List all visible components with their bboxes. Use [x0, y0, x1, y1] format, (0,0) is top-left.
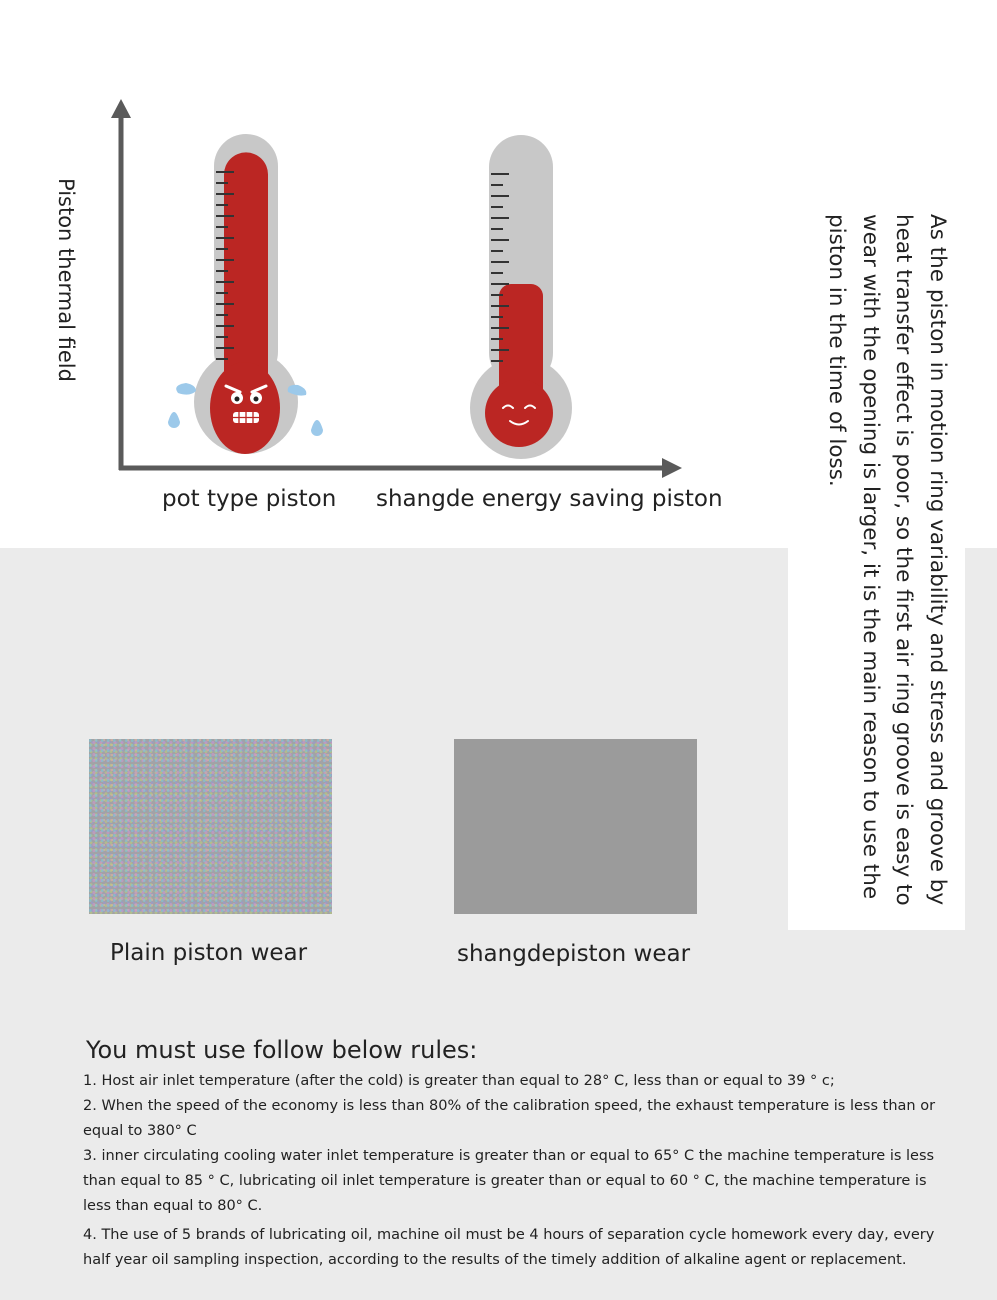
pot-type-piston-label: pot type piston — [162, 486, 337, 512]
mercury-bulb — [485, 379, 553, 447]
rule-item: 1. Host air inlet temperature (after the cold) is greater than equal to 28° C, less than or equal to 39 ° c; — [83, 1073, 835, 1089]
rule-item: 2. When the speed of the economy is less than 80% of the calibration speed, the exhaust temperature is less than or equal to 380° C — [83, 1098, 936, 1139]
rule-item: 4. The use of 5 brands of lubricating oil, machine oil must be 4 hours of separation cycle homework every day, every half year oil sampling inspection, according to the results of the timely addition of alkaline agent or replacement. — [83, 1227, 935, 1268]
rules-list — [83, 1069, 953, 1273]
side-note-text: As the piston in motion ring variability and stress and groove by heat transfer effect is poor, so the first air ring groove is easy to wear with the opening is larger, it is the main reason to use the piston in the time of loss. — [824, 214, 950, 906]
shangde-piston-wear-label: shangdepiston wear — [457, 941, 691, 967]
y-axis-arrow — [111, 99, 131, 118]
rule-item: 3. inner circulating cooling water inlet temperature is greater than or equal to 65° C the machine temperature is less than equal to 85 ° C, lubricating oil inlet temperature is greater than or equal to 60 ° C, the machine temperature is less than equal to 80° C. — [83, 1148, 935, 1214]
shangde-piston-wear-image — [454, 739, 697, 914]
plain-piston-wear-label: Plain piston wear — [110, 940, 308, 966]
side-note-box — [788, 192, 965, 930]
x-axis-arrow — [662, 458, 682, 478]
y-axis-label — [48, 178, 78, 408]
shangde-thermometer — [470, 135, 572, 459]
pot-type-thermometer — [168, 134, 323, 454]
plain-piston-wear-image — [89, 739, 332, 914]
y-axis-label-text: Piston thermal field — [54, 178, 78, 382]
rules-title: You must use follow below rules: — [86, 1036, 478, 1064]
axes — [111, 99, 682, 478]
shangde-piston-label: shangde energy saving piston — [376, 486, 723, 512]
mercury-bulb — [210, 362, 280, 454]
